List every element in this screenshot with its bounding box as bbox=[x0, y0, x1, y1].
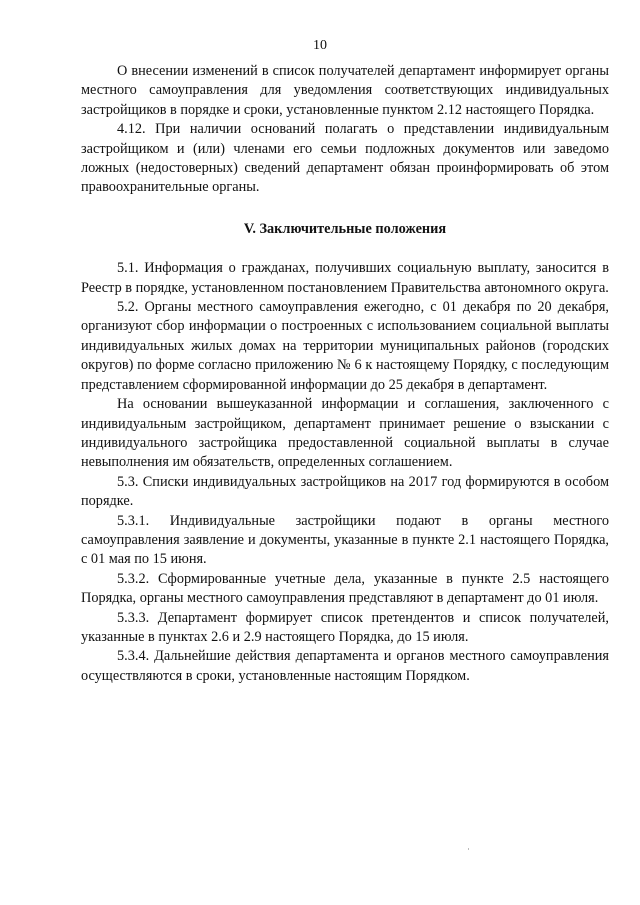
paragraph-5-3: 5.3. Списки индивидуальных застройщиков на 2017 год формируются в особом порядке. bbox=[81, 473, 609, 510]
paragraph-5-3-4: 5.3.4. Дальнейшие действия департамента и органов местного самоуправления осуществляются в сроки, установленные настоящим Порядком. bbox=[81, 648, 609, 684]
page-number: 10 bbox=[313, 38, 327, 53]
paragraph-5-3-3: 5.3.3. Департамент формирует список претендентов и список получателей, указанные в пунктах 2.6 и 2.9 настоящего Порядка, до 15 июля. bbox=[81, 609, 609, 645]
paragraph-5-3-1: 5.3.1. Индивидуальные застройщики подают в органы местного самоуправления заявление и документы, указанные в пункте 2.1 настоящего Порядка, с 01 мая по 15 июня. bbox=[81, 512, 609, 568]
paragraph-5-2: 5.2. Органы местного самоуправления ежегодно, с 01 декабря по 20 декабря, организуют сбор информации о построенных с использованием социальной выплаты индивидуальных жилых домах на территории муниципальных районов (городских округов) по форме согласно приложению № 6 к настоящему Порядку, с последующим представлением сформированной информации до 25 декабря в департамент. bbox=[81, 299, 609, 393]
paragraph-5-3-2: 5.3.2. Сформированные учетные дела, указанные в пункте 2.5 настоящего Порядка, органы местного самоуправления представляют в департамент до 01 июля. bbox=[81, 570, 609, 607]
document-body bbox=[81, 62, 609, 686]
scan-mark bbox=[468, 848, 469, 850]
paragraph-basis: На основании вышеуказанной информации и соглашения, заключенного с индивидуальным застройщиком, департамент принимает решение о взыскании с индивидуального застройщика предоставленной социальной выплаты в случае невыполнения им обязательств, определенных соглашением. bbox=[81, 396, 609, 471]
paragraph-5-1: 5.1. Информация о гражданах, получивших социальную выплату, заносится в Реестр в порядке, установленном постановлением Правительства автономного округа. bbox=[81, 260, 609, 296]
section-heading: V. Заключительные положения bbox=[243, 220, 447, 237]
paragraph-4-12: 4.12. При наличии оснований полагать о представлении индивидуальным застройщиком и (или) членами его семьи подложных документов или заведомо ложных (недостоверных) сведений департамент обязан проинформировать об этом правоохранительные органы. bbox=[81, 121, 609, 196]
paragraph-notify-recipients: О внесении изменений в список получателей департамент информирует органы местного самоуправления для уведомления соответствующих индивидуальных застройщиков в порядке и сроки, установленные пунктом 2.12 настоящего Порядка. bbox=[81, 63, 609, 118]
